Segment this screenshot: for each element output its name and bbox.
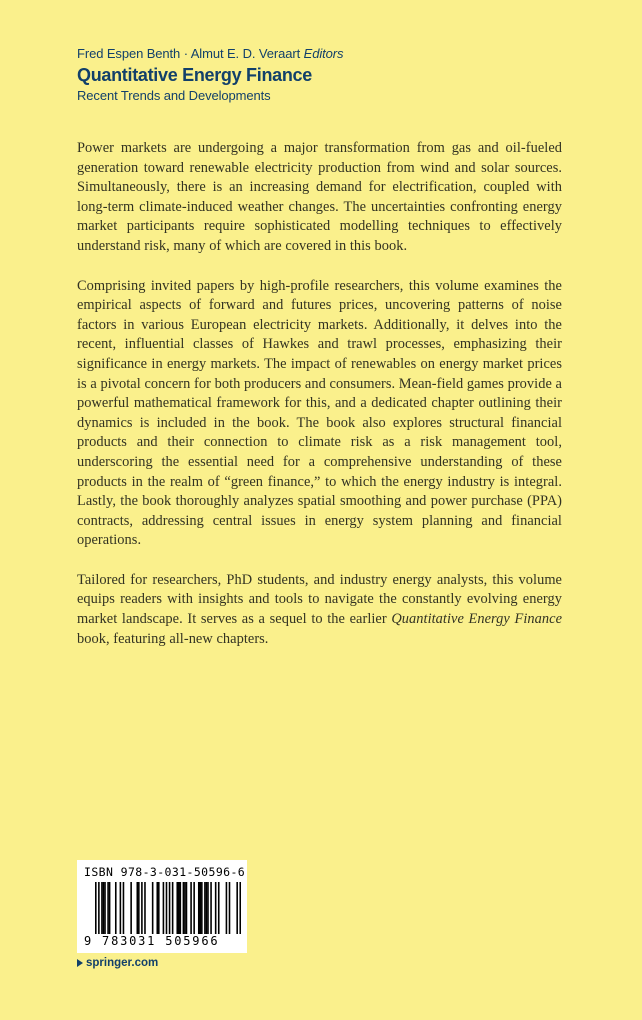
barcode-bar	[226, 882, 228, 934]
blurb-paragraph-3	[77, 571, 562, 649]
barcode-bar	[180, 882, 182, 934]
barcode-bar	[206, 882, 208, 934]
barcode-bar	[218, 882, 220, 934]
isbn-barcode	[77, 860, 247, 953]
editor-name: Fred Espen Benth	[77, 46, 181, 61]
barcode-bar	[95, 882, 97, 934]
barcode-bar	[101, 882, 103, 934]
blurb-paragraph-1: Power markets are undergoing a major transformation from gas and oil-fueled generation toward renewable electricity production from wind and solar sources. Simultaneously, there is an increasing demand for electrification, coupled with long-term climate-induced weather changes. The uncertainties confronting energy market participants require sophisticated modelling techniques to effectively understand risk, many of which are covered in this book.	[77, 140, 562, 254]
isbn-label: ISBN 978-3-031-50596-6	[84, 865, 246, 879]
book-title: Quantitative Energy Finance	[77, 65, 312, 85]
cover-header	[77, 44, 577, 105]
barcode-bar	[239, 882, 241, 934]
barcode-bar	[141, 882, 143, 934]
barcode-bar	[163, 882, 165, 934]
barcode-bar	[104, 882, 106, 934]
publisher-link[interactable]	[77, 957, 158, 969]
barcode-bar	[184, 882, 186, 934]
barcode-bar	[123, 882, 125, 934]
barcode-bar	[103, 882, 105, 934]
barcode-bar	[198, 882, 200, 934]
barcode-bar	[158, 882, 160, 934]
barcode-bar	[183, 882, 185, 934]
barcode-bar	[201, 882, 203, 934]
barcode-digits: 9 783031 505966	[84, 934, 220, 948]
paragraph-text: book, featuring all-new chapters.	[77, 630, 269, 647]
barcode-bar	[120, 882, 122, 934]
editors-role: Editors	[303, 46, 344, 61]
barcode-bar	[215, 882, 217, 934]
barcode-bar	[156, 882, 158, 934]
paragraph-text: Tailored for researchers, PhD students, and industry energy analysts, this volume equips readers with insights and tools to navigate the constantly evolving energy market landscape. It serves as a sequel to the earlier	[77, 571, 562, 628]
barcode-bar	[144, 882, 146, 934]
barcode-bar	[229, 882, 231, 934]
editor-name: Almut E. D. Veraart	[190, 46, 301, 61]
barcode-bar	[138, 882, 140, 934]
barcode-bar	[166, 882, 168, 934]
barcode-bar	[200, 882, 202, 934]
barcode-bar	[186, 882, 188, 934]
blurb-paragraph-2: Comprising invited papers by high-profile researchers, this volume examines the empirical aspects of forward and futures prices, uncovering patterns of noise factors in various European electricity markets. Additionally, it delves into the recent, influential classes of Hawkes and trawl processes, emphasizing their significance in energy markets. The impact of renewables on energy market prices is a pivotal concern for both producers and consumers. Mean-field games provide a powerful mathematical framework for this, and a dedicated chapter outlining their dynamics is included in the book. The book also explores structural financial products and their connection to climate risk as a risk management tool, underscoring the essential need for a comprehensive understanding of these products in the realm of “green finance,” to which the energy industry is integral. Lastly, the book thoroughly analyzes spatial smoothing and power purchase (PPA) contracts, addressing central issues in energy system planning and financial operations.	[77, 277, 562, 549]
barcode-bar	[236, 882, 238, 934]
book-reference: Quantitative Energy Finance	[391, 611, 563, 628]
arrow-right-icon	[77, 959, 83, 967]
barcode-bar	[136, 882, 138, 934]
barcode-bar	[109, 882, 111, 934]
barcode-bar	[169, 882, 171, 934]
publisher-url: springer.com	[86, 957, 159, 969]
barcode-bar	[190, 882, 192, 934]
barcode-bar	[176, 882, 178, 934]
editors-line	[77, 44, 577, 63]
barcode-bar	[207, 882, 209, 934]
barcode-bar	[204, 882, 206, 934]
barcode-bar	[210, 882, 212, 934]
barcode-bar	[115, 882, 117, 934]
barcode-bar	[98, 882, 100, 934]
barcode-bar	[130, 882, 132, 934]
barcode-bar	[172, 882, 174, 934]
blurb	[77, 139, 562, 669]
barcode-bar	[193, 882, 195, 934]
barcode-bars	[95, 882, 241, 934]
editor-separator: ·	[183, 46, 188, 61]
barcode-bar	[107, 882, 109, 934]
barcode-bar	[178, 882, 180, 934]
barcode-bar	[152, 882, 154, 934]
book-subtitle: Recent Trends and Developments	[77, 88, 271, 103]
